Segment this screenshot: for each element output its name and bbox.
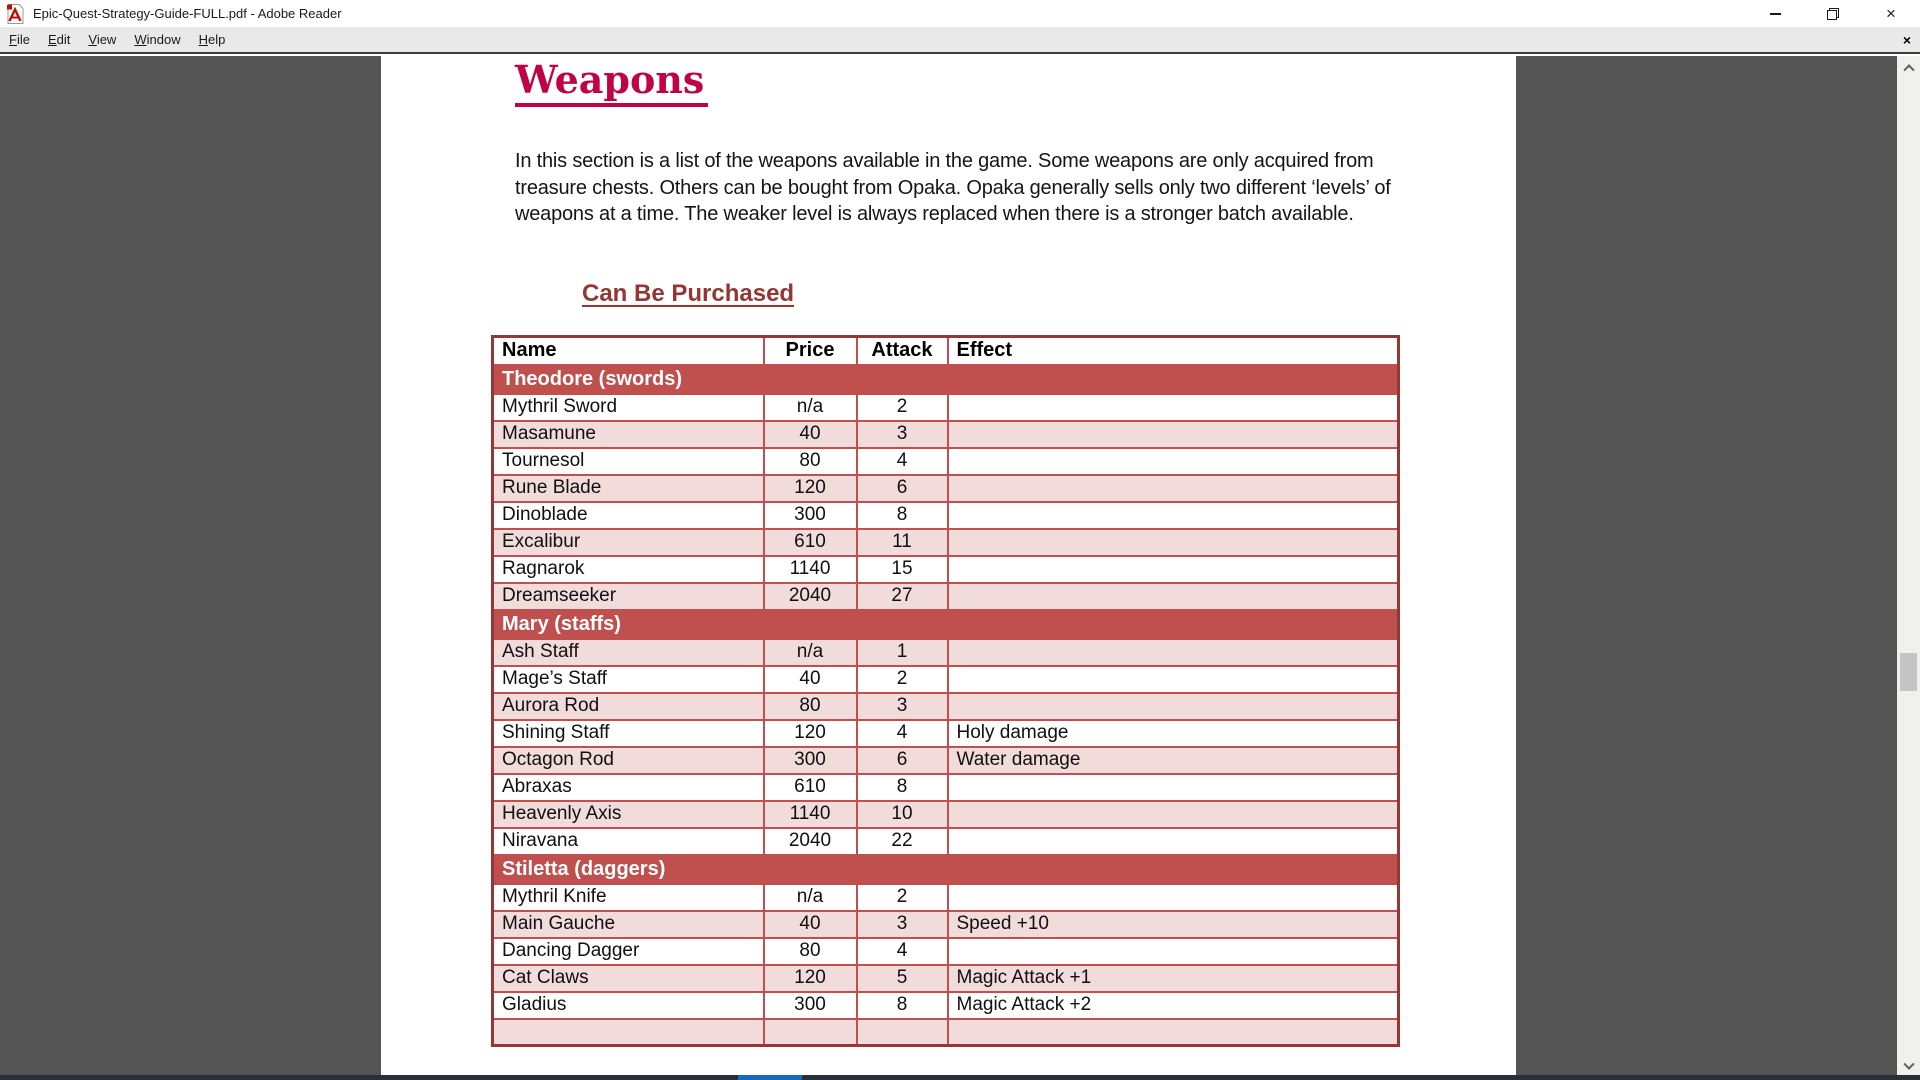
- table-row: [493, 938, 1399, 965]
- scroll-up-button[interactable]: [1897, 56, 1920, 78]
- cell-effect: [948, 828, 1399, 855]
- cell-name: Gladius: [493, 992, 764, 1019]
- table-row: [493, 666, 1399, 693]
- cell-price: 120: [764, 965, 857, 992]
- section-header: Mary (staffs): [493, 610, 1399, 639]
- cell-price: 2040: [764, 828, 857, 855]
- column-header-name: Name: [493, 337, 764, 365]
- cell-name: Masamune: [493, 421, 764, 448]
- titlebar: [0, 0, 1920, 27]
- cell-attack: 10: [857, 801, 948, 828]
- cell-effect: [948, 475, 1399, 502]
- cell-attack: 6: [857, 747, 948, 774]
- cell-name: Heavenly Axis: [493, 801, 764, 828]
- cell-name: Mythril Sword: [493, 394, 764, 421]
- vertical-scrollbar[interactable]: [1897, 56, 1920, 1080]
- table-row: [493, 801, 1399, 828]
- cell-name: Dancing Dagger: [493, 938, 764, 965]
- table-row: [493, 1019, 1399, 1046]
- section-header: Theodore (swords): [493, 365, 1399, 394]
- cell-name: [493, 1019, 764, 1046]
- cell-effect: [948, 801, 1399, 828]
- cell-effect: Speed +10: [948, 911, 1399, 938]
- table-row: [493, 884, 1399, 911]
- cell-name: Excalibur: [493, 529, 764, 556]
- cell-price: 120: [764, 475, 857, 502]
- cell-price: [764, 1019, 857, 1046]
- table-row: [493, 475, 1399, 502]
- close-icon: ×: [1886, 4, 1896, 23]
- restore-icon: [1827, 8, 1839, 20]
- cell-name: Dreamseeker: [493, 583, 764, 610]
- table-header-row: [493, 337, 1399, 365]
- cell-price: 300: [764, 747, 857, 774]
- pdf-page: [381, 56, 1516, 1080]
- cell-effect: [948, 1019, 1399, 1046]
- minimize-button[interactable]: [1746, 0, 1804, 27]
- cell-attack: 27: [857, 583, 948, 610]
- menu-help[interactable]: Help: [198, 31, 226, 47]
- cell-price: n/a: [764, 639, 857, 666]
- cell-attack: 2: [857, 666, 948, 693]
- close-button[interactable]: [1862, 0, 1920, 27]
- cell-attack: 8: [857, 502, 948, 529]
- table-row: [493, 583, 1399, 610]
- cell-price: 40: [764, 911, 857, 938]
- cell-name: Aurora Rod: [493, 693, 764, 720]
- cell-name: Niravana: [493, 828, 764, 855]
- window-controls: [1746, 0, 1920, 27]
- cell-attack: 8: [857, 992, 948, 1019]
- cell-price: 40: [764, 421, 857, 448]
- menu-view[interactable]: View: [88, 31, 117, 47]
- section-header: Stiletta (daggers): [493, 855, 1399, 884]
- section-header-row: [493, 365, 1399, 394]
- cell-effect: [948, 529, 1399, 556]
- table-row: [493, 911, 1399, 938]
- cell-effect: [948, 583, 1399, 610]
- cell-price: 1140: [764, 801, 857, 828]
- document-close-icon[interactable]: ×: [1902, 31, 1911, 48]
- cell-name: Octagon Rod: [493, 747, 764, 774]
- cell-price: 2040: [764, 583, 857, 610]
- table-row: [493, 774, 1399, 801]
- table-row: [493, 448, 1399, 475]
- cell-price: 300: [764, 502, 857, 529]
- cell-name: Main Gauche: [493, 911, 764, 938]
- weapons-heading: Weapons: [515, 58, 708, 107]
- cell-effect: [948, 448, 1399, 475]
- document-pane: [0, 56, 1920, 1080]
- cell-attack: 11: [857, 529, 948, 556]
- cell-name: Shining Staff: [493, 720, 764, 747]
- cell-attack: 22: [857, 828, 948, 855]
- intro-paragraph: In this section is a list of the weapons available in the game. Some weapons are only acquired from treasure chests. Others can be bought from Opaka. Opaka generally sells only two different ‘levels’ of weapons at a time. The weaker level is always replaced when there is a stronger batch available.: [515, 150, 1391, 225]
- cell-effect: [948, 693, 1399, 720]
- cell-name: Abraxas: [493, 774, 764, 801]
- cell-name: Tournesol: [493, 448, 764, 475]
- cell-name: Ragnarok: [493, 556, 764, 583]
- cell-attack: 4: [857, 720, 948, 747]
- cell-attack: 8: [857, 774, 948, 801]
- cell-name: Mage’s Staff: [493, 666, 764, 693]
- section-header-row: [493, 855, 1399, 884]
- table-row: [493, 828, 1399, 855]
- table-row: [493, 529, 1399, 556]
- table-row: [493, 747, 1399, 774]
- restore-button[interactable]: [1804, 0, 1862, 27]
- table-row: [493, 421, 1399, 448]
- cell-attack: 3: [857, 693, 948, 720]
- cell-attack: 15: [857, 556, 948, 583]
- cell-effect: [948, 774, 1399, 801]
- cell-attack: 2: [857, 884, 948, 911]
- can-be-purchased-heading: Can Be Purchased: [582, 280, 795, 307]
- cell-price: 80: [764, 448, 857, 475]
- cell-effect: Magic Attack +1: [948, 965, 1399, 992]
- table-row: [493, 965, 1399, 992]
- column-header-effect: Effect: [948, 337, 1399, 365]
- window-title: Epic-Quest-Strategy-Guide-FULL.pdf - Adobe Reader: [33, 6, 342, 21]
- cell-effect: [948, 938, 1399, 965]
- cell-attack: 3: [857, 911, 948, 938]
- scrollbar-thumb[interactable]: [1900, 653, 1917, 691]
- cell-price: n/a: [764, 394, 857, 421]
- cell-attack: 6: [857, 475, 948, 502]
- cell-attack: 1: [857, 639, 948, 666]
- cell-effect: [948, 502, 1399, 529]
- cell-attack: 4: [857, 938, 948, 965]
- cell-price: 80: [764, 938, 857, 965]
- menubar: [0, 27, 1920, 54]
- cell-price: 40: [764, 666, 857, 693]
- cell-effect: Holy damage: [948, 720, 1399, 747]
- table-row: [493, 394, 1399, 421]
- cell-effect: [948, 884, 1399, 911]
- chevron-down-icon: [1903, 1059, 1914, 1070]
- cell-effect: [948, 394, 1399, 421]
- cell-effect: [948, 421, 1399, 448]
- cell-effect: Magic Attack +2: [948, 992, 1399, 1019]
- cell-attack: [857, 1019, 948, 1046]
- cell-attack: 3: [857, 421, 948, 448]
- cell-price: 1140: [764, 556, 857, 583]
- cell-effect: Water damage: [948, 747, 1399, 774]
- cell-price: 80: [764, 693, 857, 720]
- section-header-row: [493, 610, 1399, 639]
- cell-name: Dinoblade: [493, 502, 764, 529]
- cell-effect: [948, 639, 1399, 666]
- cell-attack: 4: [857, 448, 948, 475]
- cell-price: 300: [764, 992, 857, 1019]
- cell-price: 610: [764, 529, 857, 556]
- weapons-table: [491, 335, 1400, 1047]
- table-row: [493, 502, 1399, 529]
- taskbar-highlight: [738, 1075, 802, 1080]
- column-header-price: Price: [764, 337, 857, 365]
- cell-name: Rune Blade: [493, 475, 764, 502]
- column-header-attack: Attack: [857, 337, 948, 365]
- table-row: [493, 639, 1399, 666]
- cell-attack: 5: [857, 965, 948, 992]
- table-row: [493, 556, 1399, 583]
- cell-attack: 2: [857, 394, 948, 421]
- menu-window[interactable]: Window: [134, 31, 181, 47]
- cell-price: n/a: [764, 884, 857, 911]
- table-row: [493, 720, 1399, 747]
- menu-edit[interactable]: Edit: [47, 31, 71, 47]
- cell-name: Cat Claws: [493, 965, 764, 992]
- cell-effect: [948, 666, 1399, 693]
- table-row: [493, 992, 1399, 1019]
- cell-name: Ash Staff: [493, 639, 764, 666]
- pdf-icon: [4, 3, 26, 25]
- taskbar-edge: [0, 1075, 1920, 1080]
- chevron-up-icon: [1903, 64, 1914, 75]
- minimize-icon: [1770, 13, 1781, 15]
- cell-price: 610: [764, 774, 857, 801]
- table-row: [493, 693, 1399, 720]
- cell-effect: [948, 556, 1399, 583]
- cell-price: 120: [764, 720, 857, 747]
- menu-file[interactable]: File: [9, 31, 30, 47]
- cell-name: Mythril Knife: [493, 884, 764, 911]
